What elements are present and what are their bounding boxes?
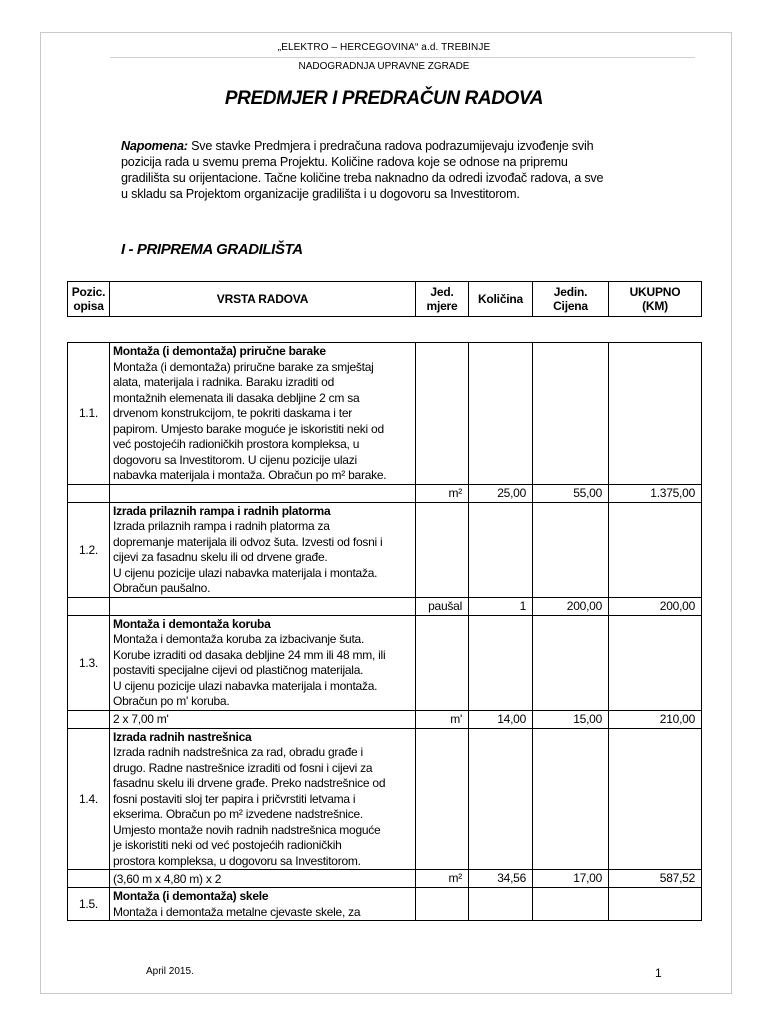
footer-date: April 2015.	[146, 966, 194, 977]
header-work: VRSTA RADOVA	[110, 282, 416, 317]
item-line: montažnih elemenata ili dasaka debljine 2 cm sa	[113, 390, 360, 405]
company-header: „ELEKTRO – HERCEGOVINA“ a.d. TREBINJE	[277, 42, 491, 53]
header-total: UKUPNO (KM)	[609, 282, 702, 317]
items-table	[67, 342, 702, 921]
total-cell: 200,00	[609, 597, 702, 615]
qty-cell: 14,00	[469, 710, 533, 728]
item-line: cijevi za fasadnu skelu ili od drvene građe.	[113, 550, 328, 564]
qty-cell: 25,00	[469, 484, 533, 502]
item-line: Montaža (i demontaža) priručne barake za smještaj	[113, 359, 374, 374]
item-line: Obračun paušalno.	[113, 581, 211, 595]
position-cell: 1.4.	[68, 728, 110, 870]
calc-cell: (3,60 m x 4,80 m) x 2	[110, 870, 416, 888]
project-header: NADOGRADNJA UPRAVNE ZGRADE	[298, 61, 470, 72]
item-line: dopremanje materijala ili odvoz šuta. Izvesti od fosni i	[113, 534, 383, 549]
table-row	[68, 615, 702, 710]
price-cell: 55,00	[533, 484, 609, 502]
item-line: Montaža i demontaža koruba za izbacivanje šuta.	[113, 632, 365, 646]
table-row	[68, 484, 702, 502]
item-line: fosni postaviti sloj ter papira i pričvrstiti letvama i	[113, 791, 356, 806]
table-header	[67, 281, 702, 317]
page-number: 1	[655, 966, 662, 980]
item-line: je iskoristiti neki od već postojećih radioničkih	[113, 838, 342, 852]
table-row	[68, 728, 702, 870]
item-line: U cijenu pozicije ulazi nabavka materijala i montaža.	[113, 565, 378, 580]
description-cell	[110, 343, 416, 485]
item-line: Montaža i demontaža metalne cjevaste skele, za	[113, 904, 361, 919]
position-cell: 1.2.	[68, 502, 110, 597]
position-cell: 1.3.	[68, 615, 110, 710]
item-line: prostora kompleksa, u dogovoru sa Investitorom.	[113, 853, 361, 868]
price-cell: 17,00	[533, 870, 609, 888]
header-unit: Jed. mjere	[416, 282, 469, 317]
item-line: Korube izraditi od dasaka debljine 24 mm ili 48 mm, ili	[113, 647, 386, 662]
section-title: I - PRIPREMA GRADILIŠTA	[121, 241, 303, 258]
total-cell: 1.375,00	[609, 484, 702, 502]
item-line: Izrada prilaznih rampa i radnih platorma za	[113, 519, 330, 533]
description-cell	[110, 888, 416, 921]
item-line: alata, materijala i radnika. Baraku izraditi od	[113, 375, 335, 389]
item-heading: Montaža i demontaža koruba	[113, 616, 271, 631]
unit-cell: m'	[416, 710, 469, 728]
table-row	[68, 710, 702, 728]
note-paragraph	[121, 138, 611, 202]
item-line: fasadnu skelu ili drvene građe. Preko nadstrešnice od	[113, 776, 386, 790]
note-label: Napomena:	[121, 139, 188, 153]
unit-cell: paušal	[416, 597, 469, 615]
item-line: Umjesto montaže novih radnih nadstrešnica moguće	[113, 822, 381, 837]
item-line: već postojećih radioničkih prostora kompleksa, u	[113, 437, 360, 451]
item-heading: Izrada prilaznih rampa i radnih platorma	[113, 503, 331, 518]
table-row	[68, 502, 702, 597]
header-price: Jedin. Cijena	[533, 282, 609, 317]
item-line: nabavka materijala i montaža. Obračun po m² barake.	[113, 468, 387, 482]
qty-cell: 34,56	[469, 870, 533, 888]
unit-cell: m²	[416, 870, 469, 888]
document-title: PREDMJER I PREDRAČUN RADOVA	[224, 88, 544, 109]
header-qty: Količina	[469, 282, 533, 317]
item-line: dogovoru sa Investitorom. U cijenu pozicije ulazi	[113, 452, 357, 467]
note-text: Sve stavke Predmjera i predračuna radova podrazumijevaju izvođenje svih pozicija rada u svemu prema Projektu. Količine radova koje se odnose na pripremu gradilišta su orijentacione. Tačne količine treba naknadno da odredi izvođač radova, a sve u skladu sa Projektom organizacije gradilišta i u dogovoru sa Investitorom.	[121, 139, 604, 201]
description-cell	[110, 502, 416, 597]
position-cell: 1.1.	[68, 343, 110, 485]
item-heading: Montaža (i demontaža) priručne barake	[113, 344, 326, 358]
item-line: papirom. Umjesto barake moguće je iskoristiti neki od	[113, 421, 384, 436]
price-cell: 15,00	[533, 710, 609, 728]
table-row	[68, 870, 702, 888]
item-line: postaviti specijalne cijevi od plastičnog materijala.	[113, 663, 364, 677]
item-line: Izrada radnih nadstrešnica za rad, obradu građe i	[113, 745, 363, 759]
calc-cell: 2 x 7,00 m'	[110, 710, 416, 728]
total-cell: 210,00	[609, 710, 702, 728]
qty-cell: 1	[469, 597, 533, 615]
item-line: ekserima. Obračun po m² izvedene nadstrešnice.	[113, 807, 363, 821]
item-line: U cijenu pozicije ulazi nabavka materijala i montaža.	[113, 678, 378, 693]
header-pos: Pozic. opisa	[68, 282, 110, 317]
table-row	[68, 343, 702, 485]
table-row	[68, 597, 702, 615]
item-line: drvenom konstrukcijom, te pokriti daskama i ter	[113, 406, 353, 420]
header-divider	[110, 57, 695, 58]
description-cell	[110, 615, 416, 710]
total-cell: 587,52	[609, 870, 702, 888]
item-line: drugo. Radne nastrešnice izraditi od fosni i cijevi za	[113, 760, 373, 775]
table-row	[68, 888, 702, 921]
description-cell	[110, 728, 416, 870]
position-cell: 1.5.	[68, 888, 110, 921]
unit-cell: m²	[416, 484, 469, 502]
calc-cell	[110, 597, 416, 615]
price-cell: 200,00	[533, 597, 609, 615]
item-heading: Montaža (i demontaža) skele	[113, 889, 269, 903]
item-heading: Izrada radnih nastrešnica	[113, 729, 252, 744]
item-line: Obračun po m' koruba.	[113, 694, 230, 708]
calc-cell	[110, 484, 416, 502]
